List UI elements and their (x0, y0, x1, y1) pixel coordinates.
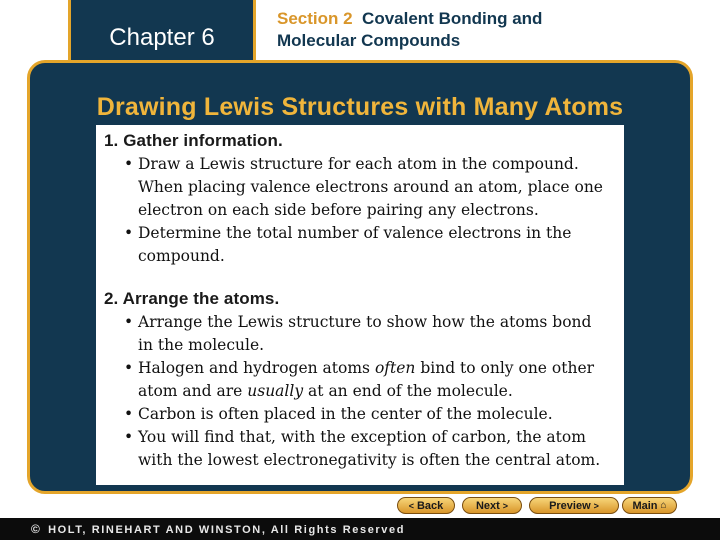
bullet-text: at an end of the molecule. (308, 382, 513, 400)
bullet-item (104, 311, 616, 357)
bullet-text: bind to only one other (420, 359, 595, 377)
main-button[interactable] (622, 497, 677, 514)
bullet-text: electron on each side before pairing any electrons. (138, 201, 539, 219)
section-title-line2: Molecular Compounds (277, 31, 461, 50)
preview-button[interactable] (529, 497, 619, 514)
bullet-item (104, 357, 616, 403)
section-title-line1: Covalent Bonding and (362, 9, 543, 28)
bullet-text: Halogen and hydrogen atoms (138, 359, 370, 377)
bullet-item (104, 426, 616, 472)
bullet-text: atom and are (138, 382, 243, 400)
bullet-text: Carbon is often placed in the center of the molecule. (138, 405, 553, 423)
bullet-text: with the lowest electronegativity is often the central atom. (138, 451, 601, 469)
bullet-item (104, 403, 616, 426)
bullet-text: Arrange the Lewis structure to show how the atoms bond (138, 313, 592, 331)
bullet-text: Determine the total number of valence electrons in the (138, 224, 572, 242)
chevron-right-icon: > (502, 500, 509, 511)
bullet-text: in the molecule. (138, 336, 265, 354)
home-icon: ⌂ (660, 500, 667, 511)
next-button[interactable] (462, 497, 522, 514)
bullet-text: You will find that, with the exception of carbon, the atom (138, 428, 586, 446)
chevron-left-icon: < (408, 500, 414, 511)
footer-text: HOLT, RINEHART AND WINSTON, All Rights Reserved (48, 524, 406, 536)
emphasis-text: usually (247, 382, 304, 400)
chapter-label: Chapter 6 (109, 24, 215, 51)
bullet-item (104, 222, 616, 268)
back-button[interactable] (397, 497, 455, 514)
content-box (96, 125, 624, 485)
bullet-item (104, 153, 616, 222)
preview-label: Preview (549, 499, 591, 512)
step-2-bullets (104, 311, 616, 472)
back-label: Back (416, 499, 444, 512)
step-1-bullets (104, 153, 616, 268)
chevron-right-icon: > (593, 500, 599, 511)
slide-heading: Drawing Lewis Structures with Many Atoms (96, 93, 624, 121)
step-heading-gather: 1. Gather information. (104, 131, 283, 150)
bullet-text: compound. (138, 247, 225, 265)
step-heading-arrange: 2. Arrange the atoms. (104, 289, 280, 308)
main-label: Main (632, 499, 658, 512)
bullet-text: When placing valence electrons around an atom, place one (138, 178, 603, 196)
footer-copyright (31, 522, 405, 536)
step-spacer (104, 268, 616, 289)
bullet-text: Draw a Lewis structure for each atom in the compound. (138, 155, 579, 173)
copyright-icon: © (31, 522, 42, 536)
section-number: Section 2 (277, 9, 353, 28)
emphasis-text: often (374, 359, 416, 377)
next-label: Next (475, 499, 500, 512)
section-title (277, 8, 697, 52)
